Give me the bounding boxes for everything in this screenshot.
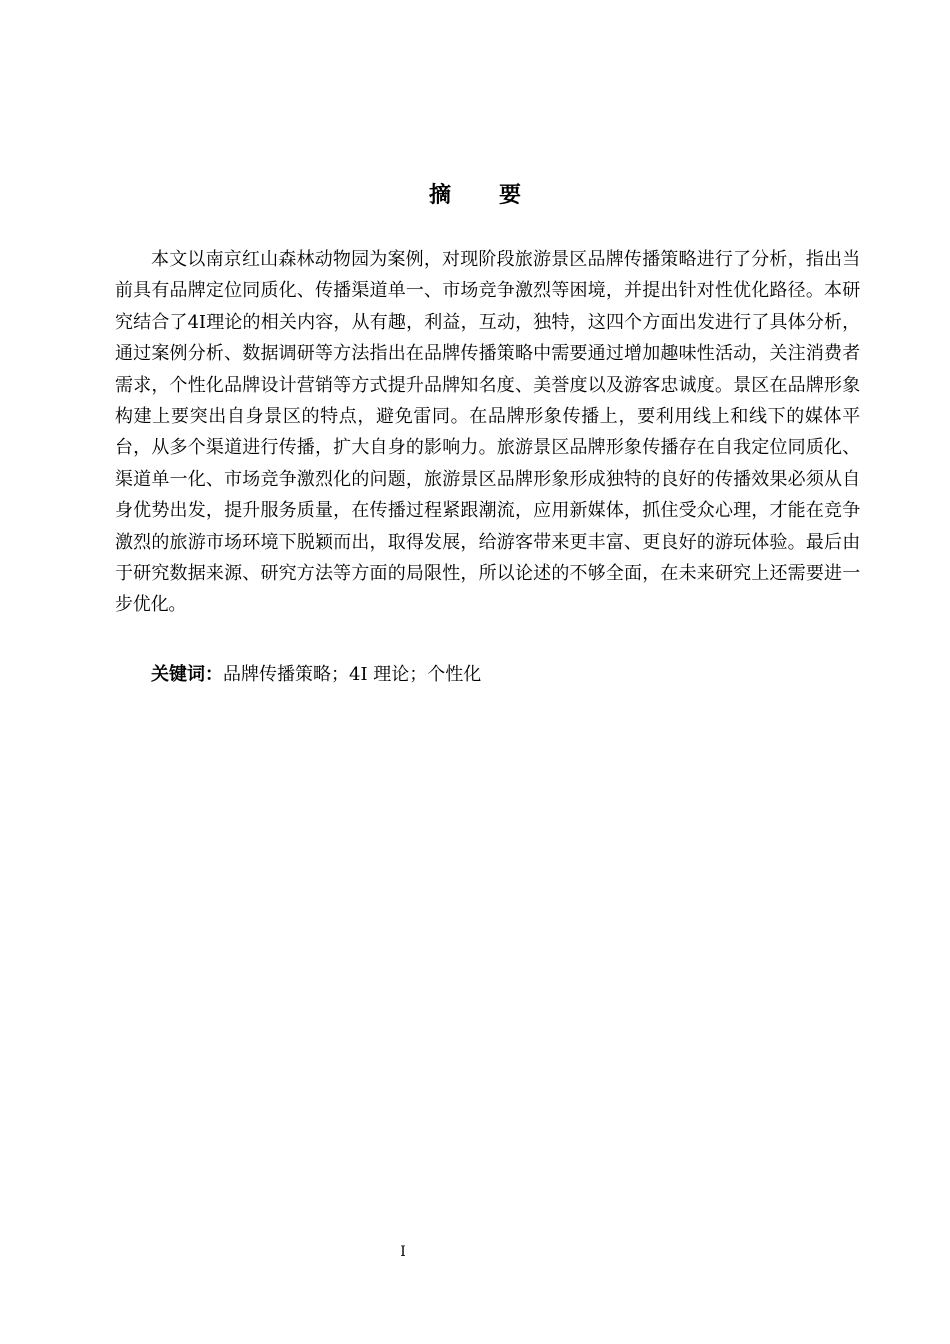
- keywords-text: 品牌传播策略；4I 理论；个性化: [223, 664, 482, 685]
- abstract-heading: [0, 181, 950, 211]
- heading-char-2: 要: [499, 183, 522, 208]
- abstract-body: 本文以南京红山森林动物园为案例，对现阶段旅游景区品牌传播策略进行了分析，指出当前具有品牌定位同质化、传播渠道单一、市场竞争激烈等困境，并提出针对性优化路径。本研究结合了4I理论的相关内容，从有趣，利益，互动，独特，这四个方面出发进行了具体分析，通过案例分析、数据调研等方法指出在品牌传播策略中需要通过增加趣味性活动，关注消费者需求，个性化品牌设计营销等方式提升品牌知名度、美誉度以及游客忠诚度。景区在品牌形象构建上要突出自身景区的特点，避免雷同。在品牌形象传播上，要利用线上和线下的媒体平台，从多个渠道进行传播，扩大自身的影响力。旅游景区品牌形象传播存在自我定位同质化、渠道单一化、市场竞争激烈化的问题，旅游景区品牌形象形成独特的良好的传播效果必须从自身优势出发，提升服务质量，在传播过程紧跟潮流，应用新媒体，抓住受众心理，才能在竞争激烈的旅游市场环境下脱颖而出，取得发展，给游客带来更丰富、更良好的游玩体验。最后由于研究数据来源、研究方法等方面的局限性，所以论述的不够全面，在未来研究上还需要进一步优化。: [115, 249, 860, 616]
- keywords-line: [151, 661, 851, 689]
- heading-char-1: 摘: [428, 183, 451, 208]
- keywords-label: 关键词：: [151, 664, 223, 685]
- page-number: I: [400, 1244, 406, 1260]
